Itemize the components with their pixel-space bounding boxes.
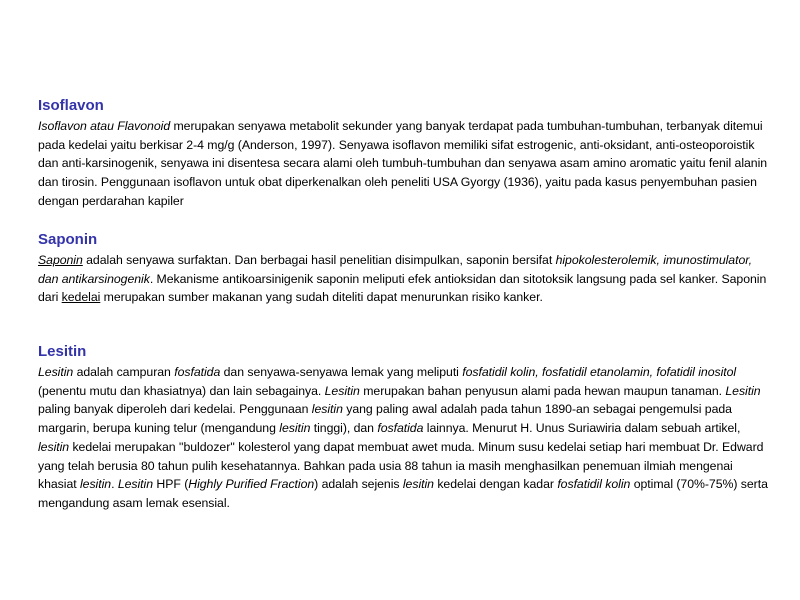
text-segment: fosfatidil kolin bbox=[557, 477, 631, 492]
section-isoflavon bbox=[38, 96, 768, 211]
text-segment: merupakan sumber makanan yang sudah diteliti dapat menurunkan risiko kanker. bbox=[100, 290, 543, 305]
text-segment: lesitin bbox=[279, 421, 311, 436]
text-segment: merupakan senyawa metabolit sekunder yang banyak terdapat pada tumbuhan-tumbuhan, terbanyak ditemui pada kedelai yaitu berkisar 2-4 mg/g (Anderson, 1997). Senyawa isoflavon memiliki sifat estrogenic, anti-oksidant, anti-osteoporoistik dan anti-karsinogenik, senyawa ini disentesa secara alami oleh tumbuh-tumbuhan dan senyawa asam amino aromatic yaitu fenil alanin dan tirosin. Penggunaan isoflavon untuk obat diperkenalkan oleh peneliti USA Gyorgy (1936), yaitu pada kasus penyembuhan pasien dengan perdarahan kapiler bbox=[38, 119, 768, 208]
text-segment: adalah campuran bbox=[73, 365, 175, 379]
heading-saponin: Saponin bbox=[38, 231, 98, 248]
text-segment: kedelai bbox=[61, 290, 101, 305]
section-saponin bbox=[38, 230, 768, 307]
text-segment: . Mekanisme antikoarsinigenik saponin meliputi efek antioksidan dan sitotoksik langsung pada sel kanker. Saponin dari bbox=[38, 271, 767, 305]
text-segment: lesitin bbox=[38, 439, 70, 454]
text-segment: fosfatida bbox=[377, 421, 424, 436]
text-segment: Saponin bbox=[38, 253, 83, 267]
paragraph-saponin bbox=[38, 251, 768, 307]
text-segment: Lesitin bbox=[324, 383, 360, 398]
text-segment: lainnya. Menurut H. Unus Suriawiria dalam sebuah artikel, bbox=[423, 421, 741, 436]
text-segment: adalah senyawa surfaktan. Dan berbagai hasil penelitian disimpulkan, saponin bersifat bbox=[82, 253, 556, 267]
text-segment: fosfatidil kolin, fosfatidil etanolamin, fofatidil inositol bbox=[462, 365, 737, 379]
text-segment: hipokolesterolemik, imunostimulator, dan antikarsinogenik bbox=[38, 253, 752, 286]
text-segment: (penentu mutu dan khasiatnya) dan lain sebagainya. bbox=[38, 383, 325, 398]
text-segment: Isoflavon atau Flavonoid bbox=[38, 119, 171, 133]
paragraph-lesitin bbox=[38, 363, 768, 513]
text-segment: lesitin bbox=[79, 477, 112, 492]
text-segment: HPF ( bbox=[153, 477, 189, 492]
text-segment: dan senyawa-senyawa lemak yang meliputi bbox=[220, 365, 463, 379]
paragraph-isoflavon bbox=[38, 117, 768, 211]
text-segment: merupakan bahan penyusun alami pada hewan maupun tanaman. bbox=[359, 383, 726, 398]
text-segment: optimal (70%-75%) serta mengandung asam lemak esensial. bbox=[38, 477, 768, 510]
text-segment: lesitin bbox=[402, 477, 434, 492]
text-segment: Lesitin bbox=[725, 383, 761, 398]
text-segment: lesitin bbox=[311, 402, 343, 417]
text-segment: ) adalah sejenis bbox=[314, 477, 403, 492]
text-segment: paling banyak diperoleh dari kedelai. Penggunaan bbox=[38, 402, 312, 417]
text-segment: yang paling awal adalah pada tahun 1890-an sebagai pengemulsi pada margarin, berupa kuning telur (mengandung bbox=[38, 402, 732, 436]
text-segment: Highly Purified Fraction bbox=[188, 477, 315, 492]
section-lesitin bbox=[38, 342, 768, 513]
text-segment: Lesitin bbox=[38, 365, 74, 379]
text-segment: fosfatida bbox=[174, 365, 221, 379]
text-segment: kedelai dengan kadar bbox=[433, 477, 558, 492]
text-segment: . bbox=[111, 477, 118, 492]
heading-isoflavon: Isoflavon bbox=[38, 97, 104, 114]
text-segment: tinggi), dan bbox=[310, 421, 378, 436]
text-segment: Lesitin bbox=[117, 477, 154, 492]
heading-lesitin: Lesitin bbox=[38, 343, 87, 360]
text-segment: kedelai merupakan ''buldozer'' kolesterol yang dapat membuat awet muda. Minum susu kedelai setiap hari membuat Dr. Edward yang telah berusia 80 tahun pulih kesehatannya. Bahkan pada usia 88 tahun ia masih menghasilkan penemuan ilmiah mengenai khasiat bbox=[38, 439, 764, 492]
